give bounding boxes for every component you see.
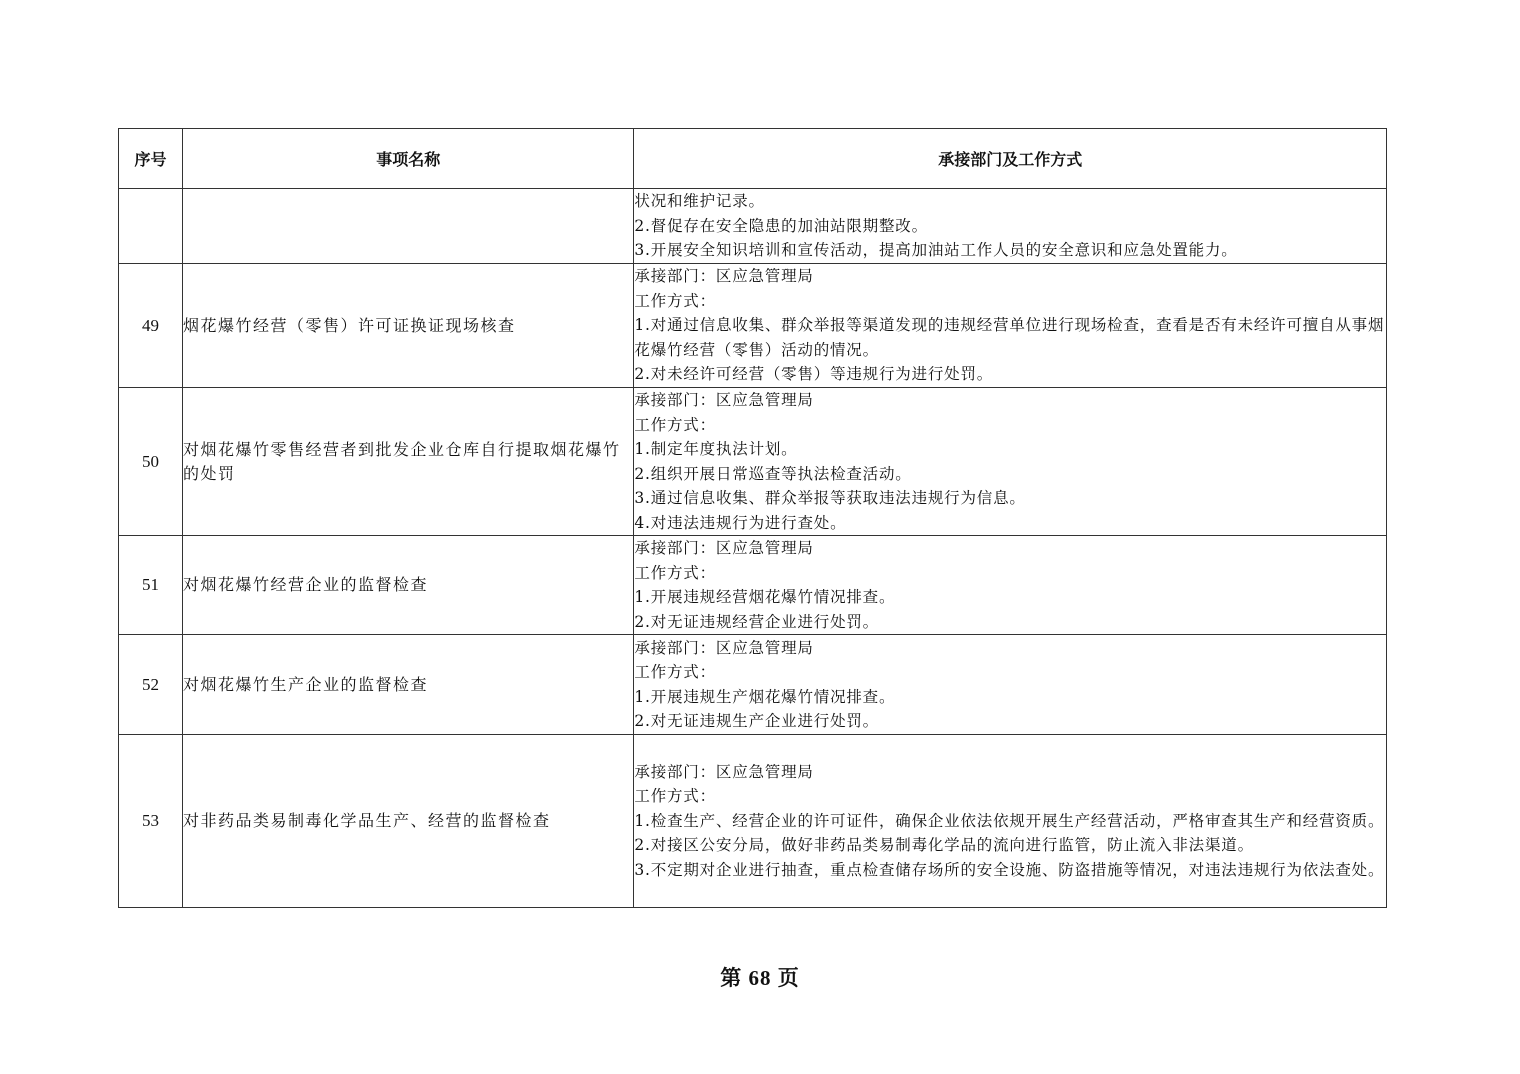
table-row bbox=[119, 264, 1387, 388]
header-name: 事项名称 bbox=[183, 129, 634, 189]
row-number: 53 bbox=[119, 735, 183, 908]
table-row bbox=[119, 388, 1387, 536]
matters-table bbox=[118, 128, 1387, 908]
dept-method bbox=[634, 735, 1387, 908]
matter-name: 对烟花爆竹经营企业的监督检查 bbox=[183, 536, 634, 635]
dept-line: 2.对无证违规经营企业进行处罚。 bbox=[634, 612, 879, 631]
dept-line: 3.开展安全知识培训和宣传活动，提高加油站工作人员的安全意识和应急处置能力。 bbox=[634, 241, 1238, 260]
dept-line: 1.检查生产、经营企业的许可证件，确保企业依法依规开展生产经营活动，严格审查其生产和经营资质。 bbox=[634, 811, 1385, 830]
row-number: 51 bbox=[119, 536, 183, 635]
dept-line: 工作方式： bbox=[634, 291, 716, 310]
dept-line: 承接部门：区应急管理局 bbox=[634, 762, 814, 781]
row-number: 49 bbox=[119, 264, 183, 388]
dept-method bbox=[634, 536, 1387, 635]
dept-line: 1.开展违规生产烟花爆竹情况排查。 bbox=[634, 687, 896, 706]
table-row bbox=[119, 735, 1387, 908]
page-number: 第 68 页 bbox=[720, 966, 800, 990]
dept-line: 2.对无证违规生产企业进行处罚。 bbox=[634, 712, 879, 730]
dept-line: 2.对接区公安分局，做好非药品类易制毒化学品的流向进行监管，防止流入非法渠道。 bbox=[634, 836, 1254, 855]
dept-line: 2.组织开展日常巡查等执法检查活动。 bbox=[634, 464, 912, 483]
dept-line: 3.不定期对企业进行抽查，重点检查储存场所的安全设施、防盗措施等情况，对违法违规行为依法查处。 bbox=[634, 860, 1385, 879]
table-body bbox=[119, 189, 1387, 908]
matter-name: 烟花爆竹经营（零售）许可证换证现场核查 bbox=[183, 264, 634, 388]
dept-method bbox=[634, 264, 1387, 388]
header-dept: 承接部门及工作方式 bbox=[634, 129, 1387, 189]
dept-line: 工作方式： bbox=[634, 663, 716, 681]
dept-line: 承接部门：区应急管理局 bbox=[634, 391, 814, 409]
matter-name bbox=[183, 189, 634, 264]
dept-line: 工作方式： bbox=[634, 415, 716, 434]
matter-name: 对非药品类易制毒化学品生产、经营的监督检查 bbox=[183, 735, 634, 908]
table-row bbox=[119, 536, 1387, 635]
dept-method bbox=[634, 635, 1387, 735]
dept-line: 1.对通过信息收集、群众举报等渠道发现的违规经营单位进行现场检查，查看是否有未经许可擅自从事烟花爆竹经营（零售）活动的情况。 bbox=[634, 316, 1385, 359]
dept-line: 2.督促存在安全隐患的加油站限期整改。 bbox=[634, 216, 928, 235]
table-row bbox=[119, 189, 1387, 264]
dept-line: 状况和维护记录。 bbox=[634, 192, 765, 211]
row-number: 52 bbox=[119, 635, 183, 735]
table-header bbox=[119, 129, 1387, 189]
row-number bbox=[119, 189, 183, 264]
header-no: 序号 bbox=[119, 129, 183, 189]
matter-name: 对烟花爆竹零售经营者到批发企业仓库自行提取烟花爆竹的处罚 bbox=[183, 388, 634, 536]
dept-line: 1.制定年度执法计划。 bbox=[634, 440, 798, 458]
dept-line: 承接部门：区应急管理局 bbox=[634, 267, 814, 286]
table-row bbox=[119, 635, 1387, 735]
dept-method bbox=[634, 189, 1387, 264]
row-number: 50 bbox=[119, 388, 183, 536]
header-row bbox=[119, 129, 1387, 189]
dept-line: 承接部门：区应急管理局 bbox=[634, 539, 814, 557]
dept-line: 1.开展违规经营烟花爆竹情况排查。 bbox=[634, 588, 896, 606]
dept-line: 承接部门：区应急管理局 bbox=[634, 638, 814, 657]
dept-line: 3.通过信息收集、群众举报等获取违法违规行为信息。 bbox=[634, 489, 1026, 507]
dept-line: 4.对违法违规行为进行查处。 bbox=[634, 513, 847, 532]
dept-method bbox=[634, 388, 1387, 536]
dept-line: 2.对未经许可经营（零售）等违规行为进行处罚。 bbox=[634, 365, 994, 384]
dept-line: 工作方式： bbox=[634, 787, 716, 806]
matter-name: 对烟花爆竹生产企业的监督检查 bbox=[183, 635, 634, 735]
dept-line: 工作方式： bbox=[634, 563, 716, 582]
